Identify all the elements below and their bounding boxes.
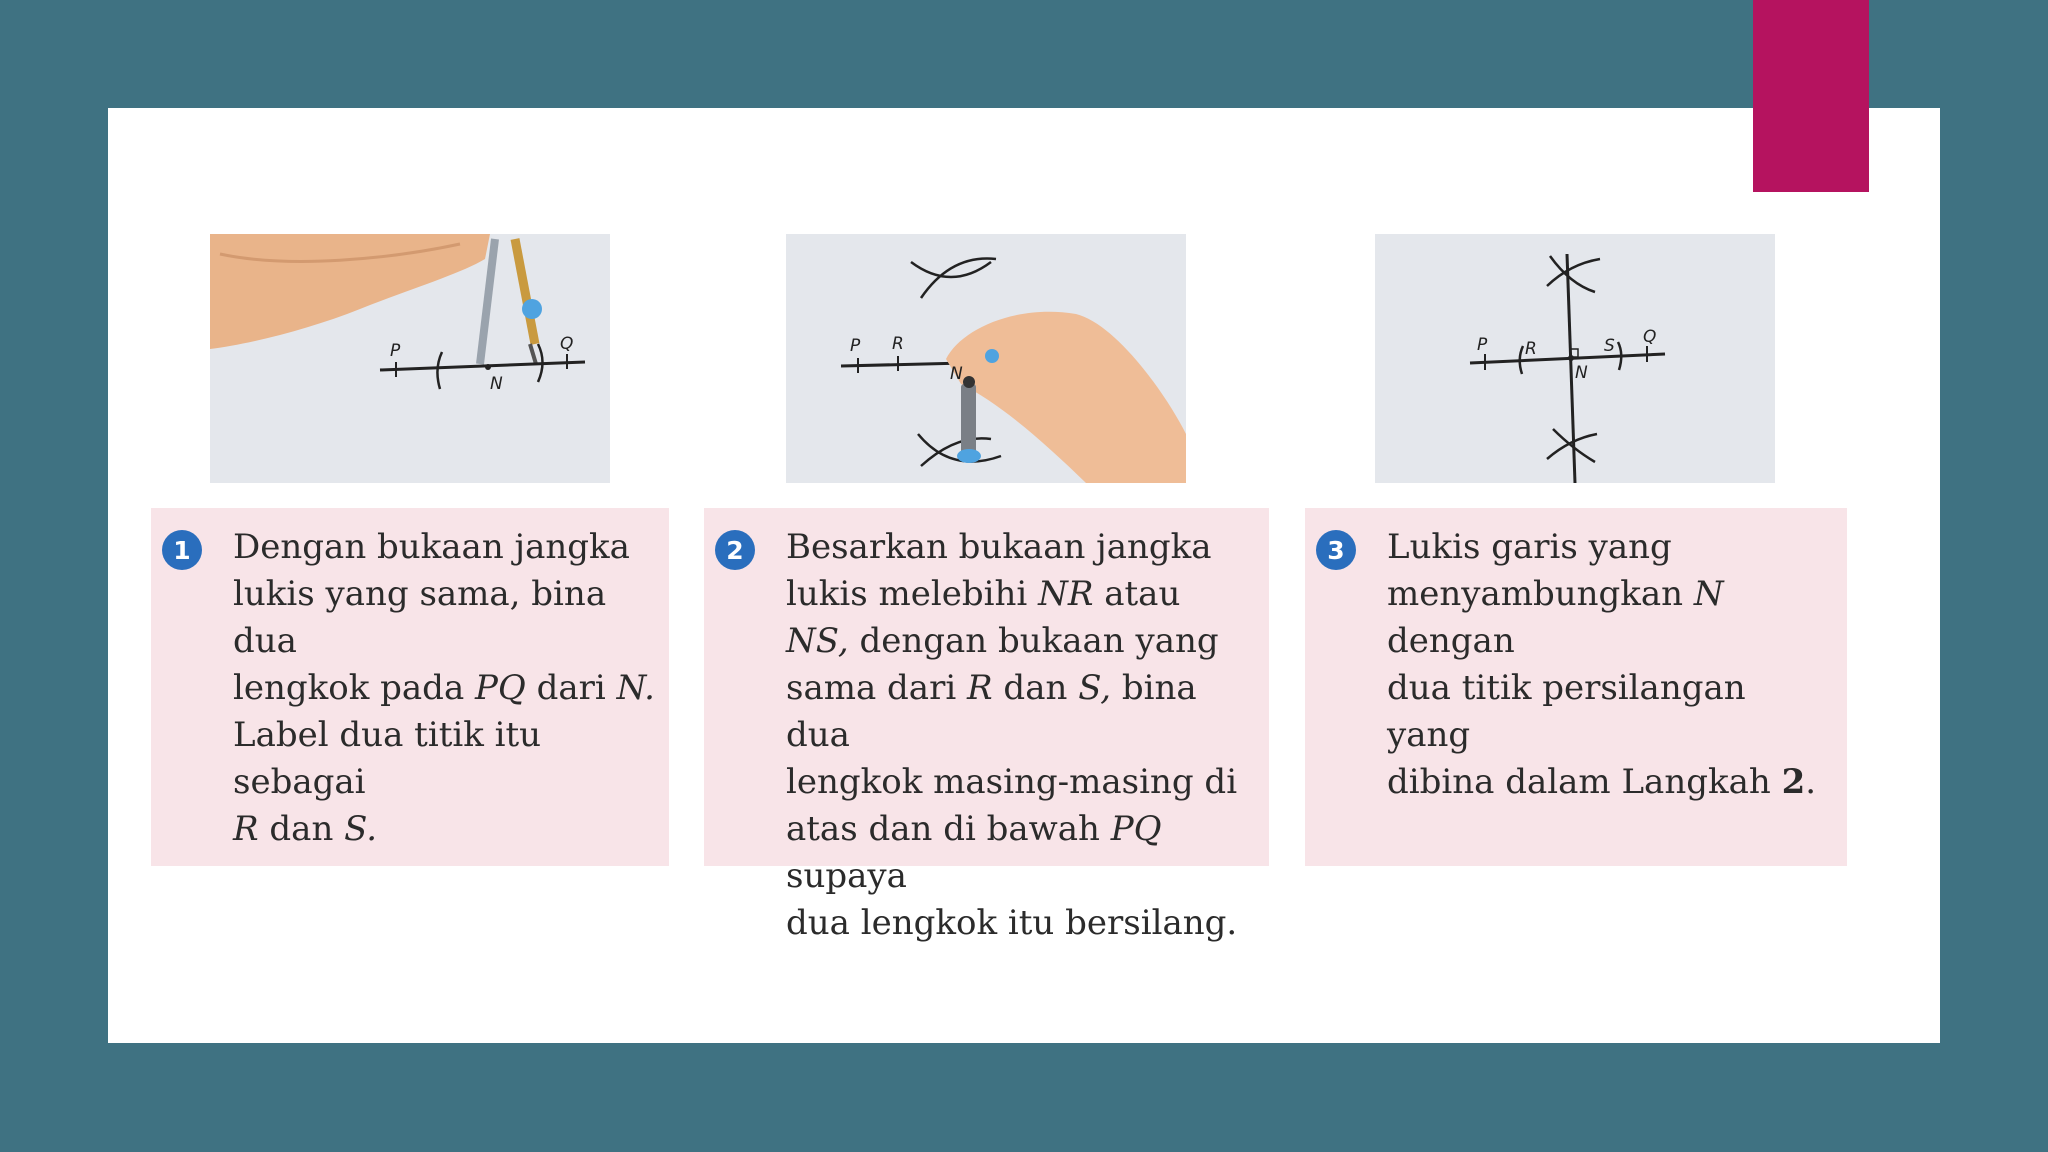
step-text-line: [1387, 571, 1839, 665]
step-text-line: [786, 759, 1261, 806]
text-run: lengkok pada: [233, 668, 476, 708]
step-2-text: [786, 524, 1261, 947]
step-number-badge: 3: [1316, 530, 1356, 570]
text-run: supaya: [786, 856, 907, 896]
perpendicular-line-drawing: [1375, 234, 1775, 483]
text-run: R: [233, 809, 259, 849]
step-text-line: [786, 618, 1261, 665]
text-run: sama dari: [786, 668, 968, 708]
step-text-line: [786, 665, 1261, 759]
text-run: Lukis garis yang: [1387, 527, 1672, 567]
text-run: .: [1805, 762, 1817, 802]
text-run: Besarkan bukaan jangka: [786, 527, 1212, 567]
step-3-text: [1387, 524, 1839, 806]
step-text-line: [786, 524, 1261, 571]
step-number-badge: 2: [715, 530, 755, 570]
step-text-line: [786, 571, 1261, 618]
accent-bar: [1753, 0, 1869, 192]
text-run: dan: [258, 809, 345, 849]
text-run: atau: [1093, 574, 1181, 614]
label-p: P: [1477, 335, 1488, 355]
text-run: dibina dalam Langkah: [1387, 762, 1782, 802]
step-text-line: [233, 524, 661, 571]
label-n: N: [490, 374, 503, 394]
label-q: Q: [560, 334, 574, 354]
step-text-line: [1387, 665, 1839, 759]
label-r: R: [892, 334, 904, 354]
text-run: dan: [992, 668, 1079, 708]
step-text-line: [786, 900, 1261, 947]
text-run: 2: [1781, 762, 1806, 802]
text-run: NR: [1038, 574, 1094, 614]
step-text-line: [233, 806, 661, 853]
step-text-line: [233, 571, 661, 665]
step-text-line: [1387, 524, 1839, 571]
text-run: dengan bukaan yang: [848, 621, 1219, 661]
crossing-arcs-drawing: [786, 234, 1186, 483]
step-1-card: [151, 508, 669, 866]
step-text-line: [233, 665, 661, 712]
step-2-card: [704, 508, 1269, 943]
step-text-line: [1387, 759, 1839, 806]
text-run: S,: [1078, 668, 1112, 708]
label-p: P: [850, 336, 861, 356]
label-p: P: [390, 341, 401, 361]
text-run: Label dua titik itu sebagai: [233, 715, 542, 802]
label-s: S: [1604, 336, 1615, 356]
text-run: N: [1693, 574, 1724, 614]
step-3-illustration: [1375, 234, 1775, 483]
text-run: dua titik persilangan yang: [1387, 668, 1746, 755]
text-run: PQ: [475, 668, 526, 708]
label-r: R: [1525, 339, 1537, 359]
step-2-illustration: [786, 234, 1186, 483]
step-1-text: [233, 524, 661, 853]
text-run: atas dan di bawah: [786, 809, 1111, 849]
step-3-card: [1305, 508, 1847, 866]
text-run: menyambungkan: [1387, 574, 1694, 614]
text-run: lukis melebihi: [786, 574, 1039, 614]
step-number-badge: 1: [162, 530, 202, 570]
label-n: N: [1575, 363, 1588, 383]
text-run: Dengan bukaan jangka: [233, 527, 630, 567]
text-run: NS,: [786, 621, 849, 661]
text-run: S.: [344, 809, 378, 849]
text-run: dua lengkok itu bersilang.: [786, 903, 1238, 943]
compass-arcs-on-line-drawing: [210, 234, 610, 483]
text-run: lukis yang sama, bina dua: [233, 574, 607, 661]
text-run: dengan: [1387, 621, 1515, 661]
step-text-line: [233, 712, 661, 806]
text-run: bina dua: [786, 668, 1197, 755]
text-run: N.: [616, 668, 655, 708]
label-q: Q: [1643, 327, 1657, 347]
text-run: PQ: [1110, 809, 1162, 849]
step-text-line: [786, 806, 1261, 900]
step-1-illustration: [210, 234, 610, 483]
text-run: dari: [525, 668, 617, 708]
text-run: lengkok masing-masing di: [786, 762, 1238, 802]
text-run: R: [967, 668, 993, 708]
label-n: N: [950, 364, 963, 384]
